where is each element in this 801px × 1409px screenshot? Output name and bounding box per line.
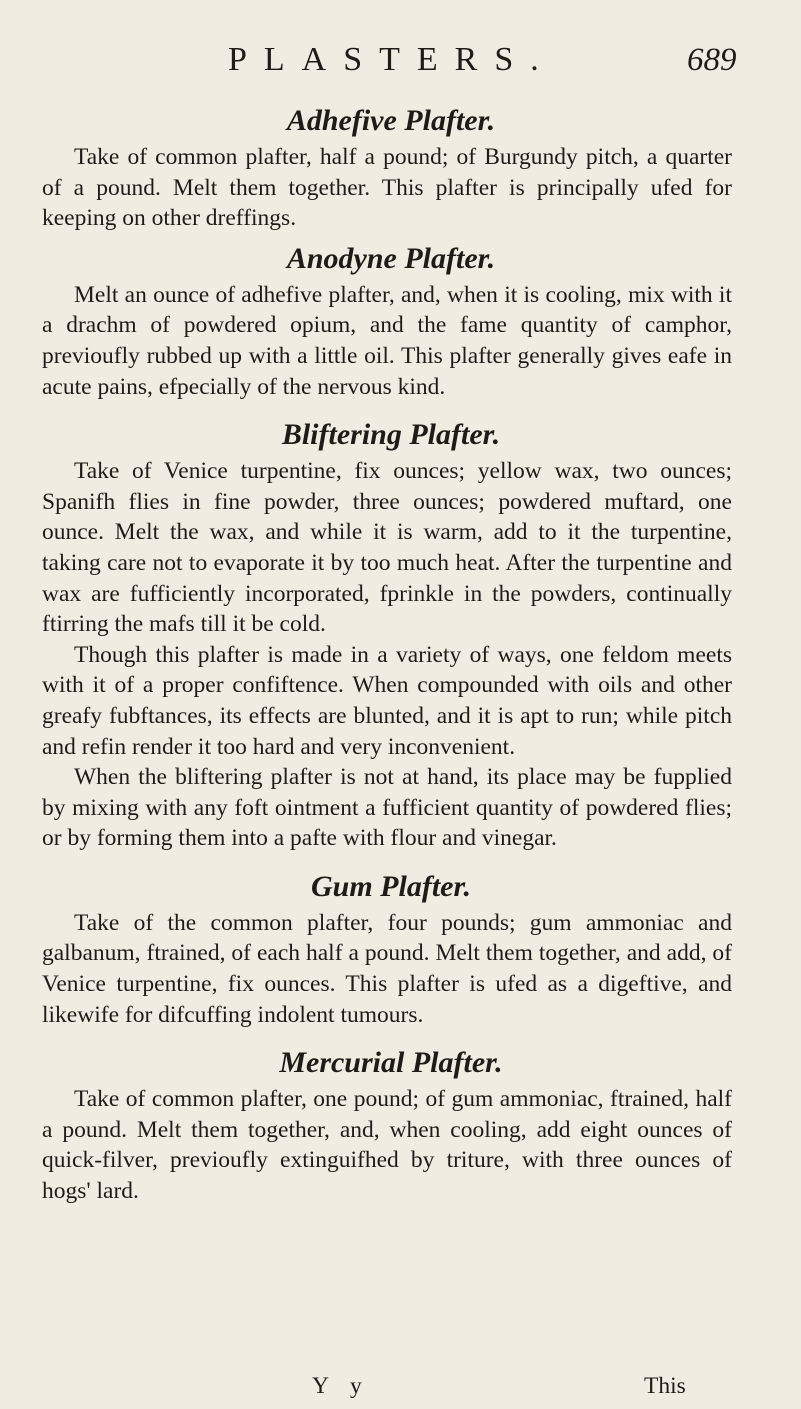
signature-mark: Y y <box>312 1373 370 1399</box>
section-blistering-plaster <box>42 414 732 854</box>
section-title: Bliftering Plafter. <box>281 418 501 452</box>
section-mercurial-plaster <box>42 1042 732 1206</box>
catchword: This <box>644 1373 686 1399</box>
running-title: PLASTERS. <box>228 41 556 78</box>
paragraph: Take of common plafter, one pound; of gum ammoniac, ftrained, half a pound. Melt them together, and, when cooling, add eight ounces of quick-filver, previoufly extinguifhed by triture, with three ounces of hogs' lard. <box>42 1086 732 1205</box>
running-head <box>0 38 801 82</box>
paragraph: Take of the common plafter, four pounds; gum ammoniac and galbanum, ftrained, of each half a pound. Melt them together, and add, of Venice turpentine, fix ounces. This plafter is ufed as a digeftive, and likewife for difcuffing indolent tumours. <box>42 909 732 1028</box>
section-gum-plaster <box>42 866 732 1030</box>
catchline <box>0 1370 801 1402</box>
section-title: Adhefive Plafter. <box>286 104 496 137</box>
page-number: 689 <box>687 42 737 78</box>
paragraph: Though this plafter is made in a variety of ways, one feldom meets with it of a proper confiftence. When compounded with oils and other greafy fubftances, its effects are blunted, and it is apt to run; while pitch and refin render it too hard and very inconvenient. <box>42 641 732 760</box>
section-title: Gum Plafter. <box>310 869 471 903</box>
section-title: Mercurial Plafter. <box>279 1046 503 1080</box>
section-title: Anodyne Plafter. <box>286 241 496 275</box>
paragraph: When the bliftering plafter is not at hand, its place may be fupplied by mixing with any foft ointment a fufficient quantity of powdered flies; or by forming them into a pafte with flour and vinegar. <box>42 764 732 852</box>
paragraph: Take of common plafter, half a pound; of Burgundy pitch, a quarter of a pound. Melt them together. This plafter is principally ufed for keeping on other dreffings. <box>42 144 732 232</box>
paragraph: Melt an ounce of adhefive plafter, and, when it is cooling, mix with it a drachm of powdered opium, and the fame quantity of camphor, previoufly rubbed up with a little oil. This plafter generally gives eafe in acute pains, efpecially of the nervous kind. <box>42 281 732 400</box>
paragraph: Take of Venice turpentine, fix ounces; yellow wax, two ounces; Spanifh flies in fine powder, three ounces; powdered muftard, one ounce. Melt the wax, and while it is warm, add to it the turpentine, taking care not to evaporate it by too much heat. After the turpentine and wax are fufficiently incorporated, fprinkle in the powders, continually ftirring the mafs till it be cold. <box>42 458 732 638</box>
section-anodyne-plaster <box>42 238 732 402</box>
page-body <box>42 100 732 1207</box>
section-adhesive-plaster <box>42 100 732 234</box>
